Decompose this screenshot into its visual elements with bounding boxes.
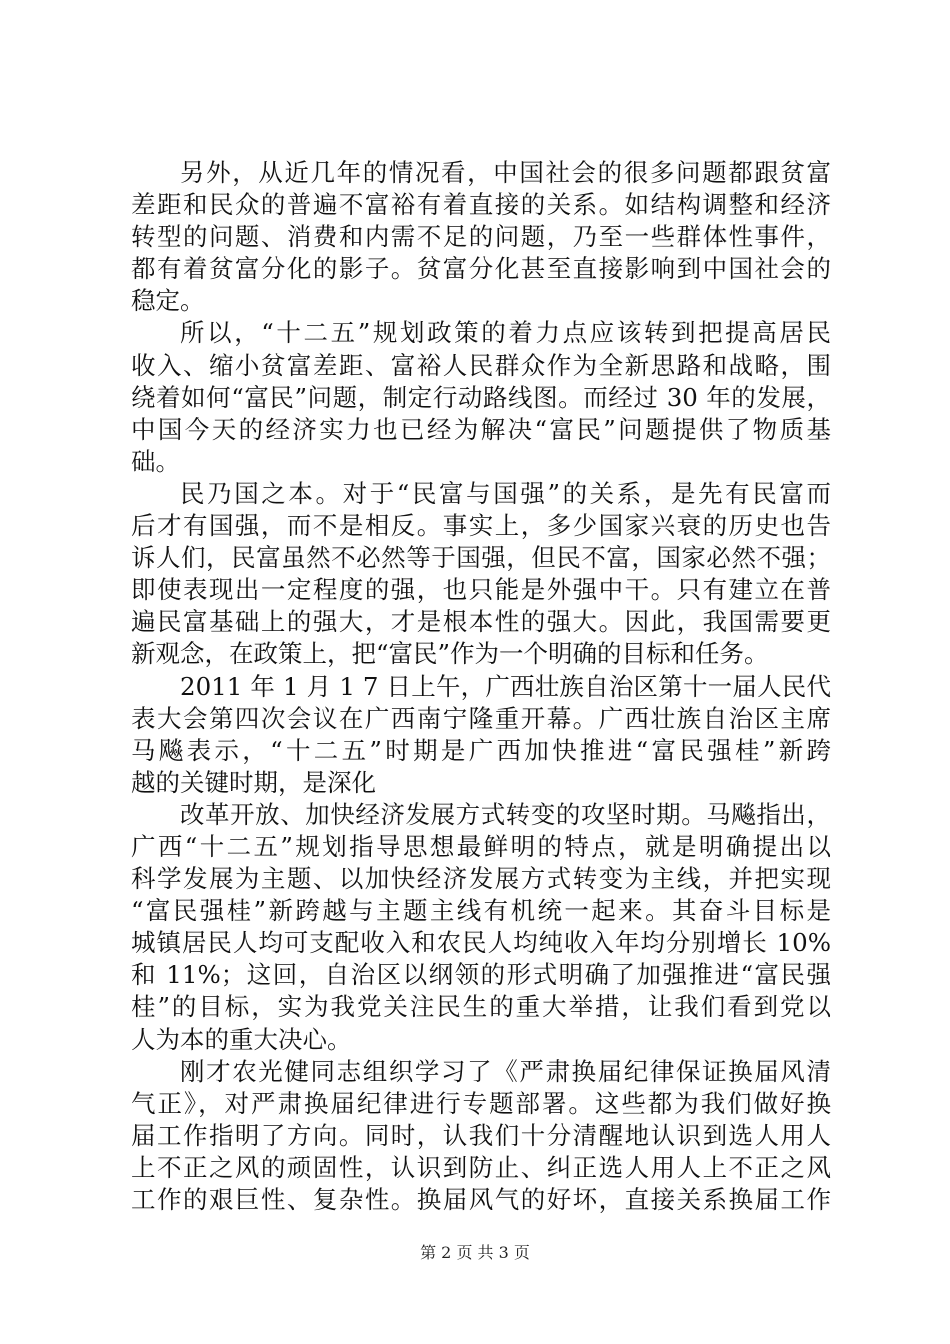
- text-line: 广西“十二五”规划指导思想最鲜明的特点，就是明确提出以: [131, 831, 831, 861]
- text-line: 科学发展为主题、以加快经济发展方式转变为主线，并把实现: [131, 864, 831, 894]
- text-line: 础。: [131, 446, 180, 476]
- text-line: 马飚表示，“十二五”时期是广西加快推进“富民强桂”新跨: [131, 735, 831, 765]
- text-line: 刚才农光健同志组织学习了《严肃换届纪律保证换届风清: [180, 1056, 831, 1086]
- text-line: 即使表现出一定程度的强，也只能是外强中干。只有建立在普: [131, 575, 831, 605]
- text-line: 转型的问题、消费和内需不足的问题，乃至一些群体性事件，: [131, 222, 831, 252]
- text-line: 表大会第四次会议在广西南宁隆重开幕。广西壮族自治区主席: [131, 703, 831, 733]
- text-line: 工作的艰巨性、复杂性。换届风气的好坏，直接关系换届工作: [131, 1185, 831, 1214]
- text-line: 差距和民众的普遍不富裕有着直接的关系。如结构调整和经济: [131, 190, 831, 220]
- text-line: 中国今天的经济实力也已经为解决“富民”问题提供了物质基: [131, 414, 831, 444]
- text-line: 越的关键时期，是深化: [131, 767, 376, 797]
- text-line: 2011 年 1 月 1 7 日上午，广西壮族自治区第十一届人民代: [180, 671, 831, 701]
- text-line: 改革开放、加快经济发展方式转变的攻坚时期。马飚指出，: [180, 799, 831, 829]
- text-line: 所以，“十二五”规划政策的着力点应该转到把提高居民: [180, 318, 831, 348]
- text-line: 遍民富基础上的强大，才是根本性的强大。因此，我国需要更: [131, 607, 831, 637]
- text-line: 城镇居民人均可支配收入和农民人均纯收入年均分别增长 10%: [131, 928, 831, 958]
- text-line: 民乃国之本。对于“民富与国强”的关系，是先有民富而: [180, 478, 831, 508]
- text-line: 另外，从近几年的情况看，中国社会的很多问题都跟贫富: [180, 158, 831, 187]
- page-footer: 第 2 页 共 3 页: [420, 1243, 530, 1262]
- text-line: 稳定。: [131, 286, 205, 316]
- text-line: 桂”的目标，实为我党关注民生的重大举措，让我们看到党以: [131, 992, 831, 1022]
- text-line: 上不正之风的顽固性，认识到防止、纠正选人用人上不正之风: [131, 1152, 831, 1182]
- text-line: 气正》，对严肃换届纪律进行专题部署。这些都为我们做好换: [131, 1088, 831, 1118]
- text-line: 诉人们，民富虽然不必然等于国强，但民不富，国家必然不强；: [131, 543, 831, 573]
- text-line: 新观念，在政策上，把“富民”作为一个明确的目标和任务。: [131, 639, 769, 669]
- body-text: [131, 157, 831, 1216]
- text-line: 和 11%；这回，自治区以纲领的形式明确了加强推进“富民强: [131, 960, 831, 990]
- text-line: 绕着如何“富民”问题，制定行动路线图。而经过 30 年的发展，: [131, 382, 831, 412]
- text-line: 收入、缩小贫富差距、富裕人民群众作为全新思路和战略，围: [131, 350, 831, 380]
- text-line: 都有着贫富分化的影子。贫富分化甚至直接影响到中国社会的: [131, 254, 831, 284]
- text-line: 人为本的重大决心。: [131, 1024, 352, 1054]
- text-line: “富民强桂”新跨越与主题主线有机统一起来。其奋斗目标是: [131, 896, 831, 926]
- text-line: 届工作指明了方向。同时，认我们十分清醒地认识到选人用人: [131, 1120, 831, 1150]
- text-line: 后才有国强，而不是相反。事实上，多少国家兴衰的历史也告: [131, 511, 831, 541]
